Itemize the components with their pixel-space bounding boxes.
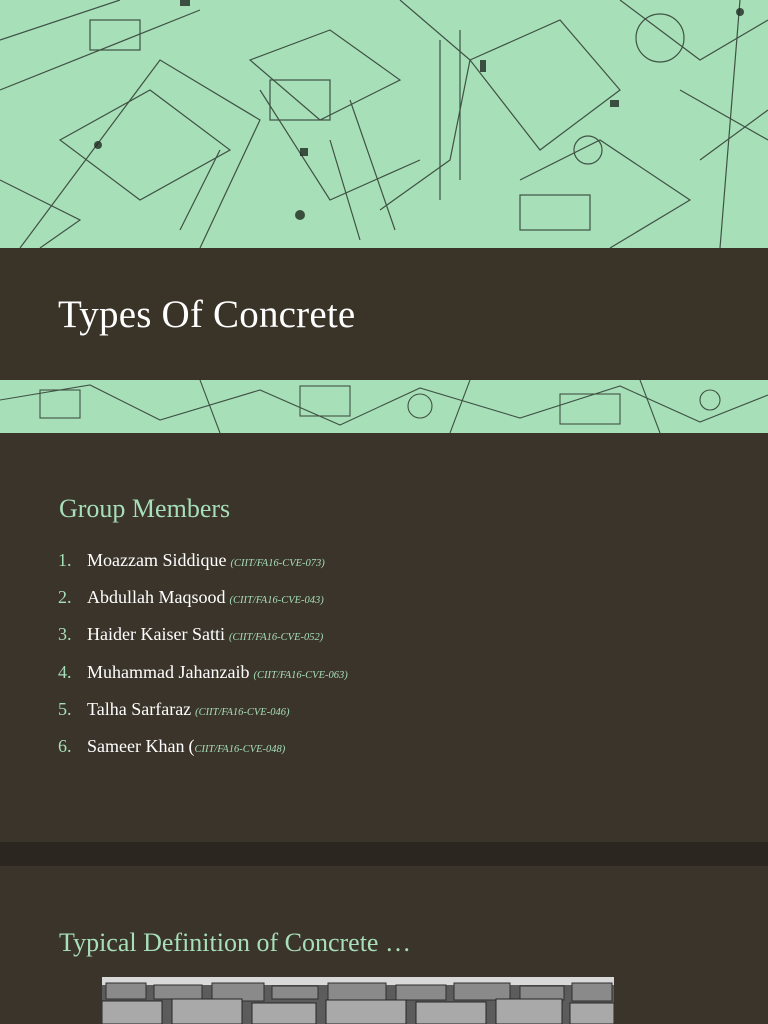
list-item <box>58 662 348 699</box>
member-name: Sameer Khan <box>87 735 185 756</box>
member-name: Muhammad Jahanzaib <box>87 661 250 682</box>
list-number: 3. <box>58 624 72 645</box>
member-registration: CIIT/FA16-CVE-048) <box>194 743 286 755</box>
slide-title: Types Of Concrete <box>58 293 356 336</box>
city-sketch-strip-image <box>0 380 768 433</box>
member-registration: (CIIT/FA16-CVE-052) <box>228 632 324 644</box>
member-name: Moazzam Siddique <box>87 550 227 570</box>
list-item <box>58 699 348 736</box>
member-name: Talha Sarfaraz <box>87 698 192 719</box>
list-number: 4. <box>58 661 72 682</box>
member-name: Abdullah Maqsood <box>87 587 226 608</box>
definition-heading: Typical Definition of Concrete … <box>59 928 411 957</box>
hero-city-sketch-image <box>0 0 768 248</box>
member-registration: (CIIT/FA16-CVE-073) <box>230 558 325 569</box>
list-item <box>58 736 348 773</box>
list-number: 2. <box>58 587 72 608</box>
member-registration: (CIIT/FA16-CVE-046) <box>195 706 290 718</box>
group-members-heading: Group Members <box>59 494 231 523</box>
member-registration: (CIIT/FA16-CVE-043) <box>229 595 324 607</box>
list-item <box>58 550 348 587</box>
list-item <box>58 587 348 624</box>
list-item <box>58 624 348 661</box>
member-name: Haider Kaiser Satti <box>87 624 225 645</box>
list-number: 6. <box>58 735 72 756</box>
member-registration: (CIIT/FA16-CVE-063) <box>253 669 348 681</box>
list-number: 1. <box>58 550 72 570</box>
slide-divider <box>0 842 768 866</box>
list-number: 5. <box>58 698 72 719</box>
concrete-blocks-photo <box>102 977 614 1024</box>
member-open-paren: ( <box>188 735 195 756</box>
group-members-list <box>58 550 348 773</box>
